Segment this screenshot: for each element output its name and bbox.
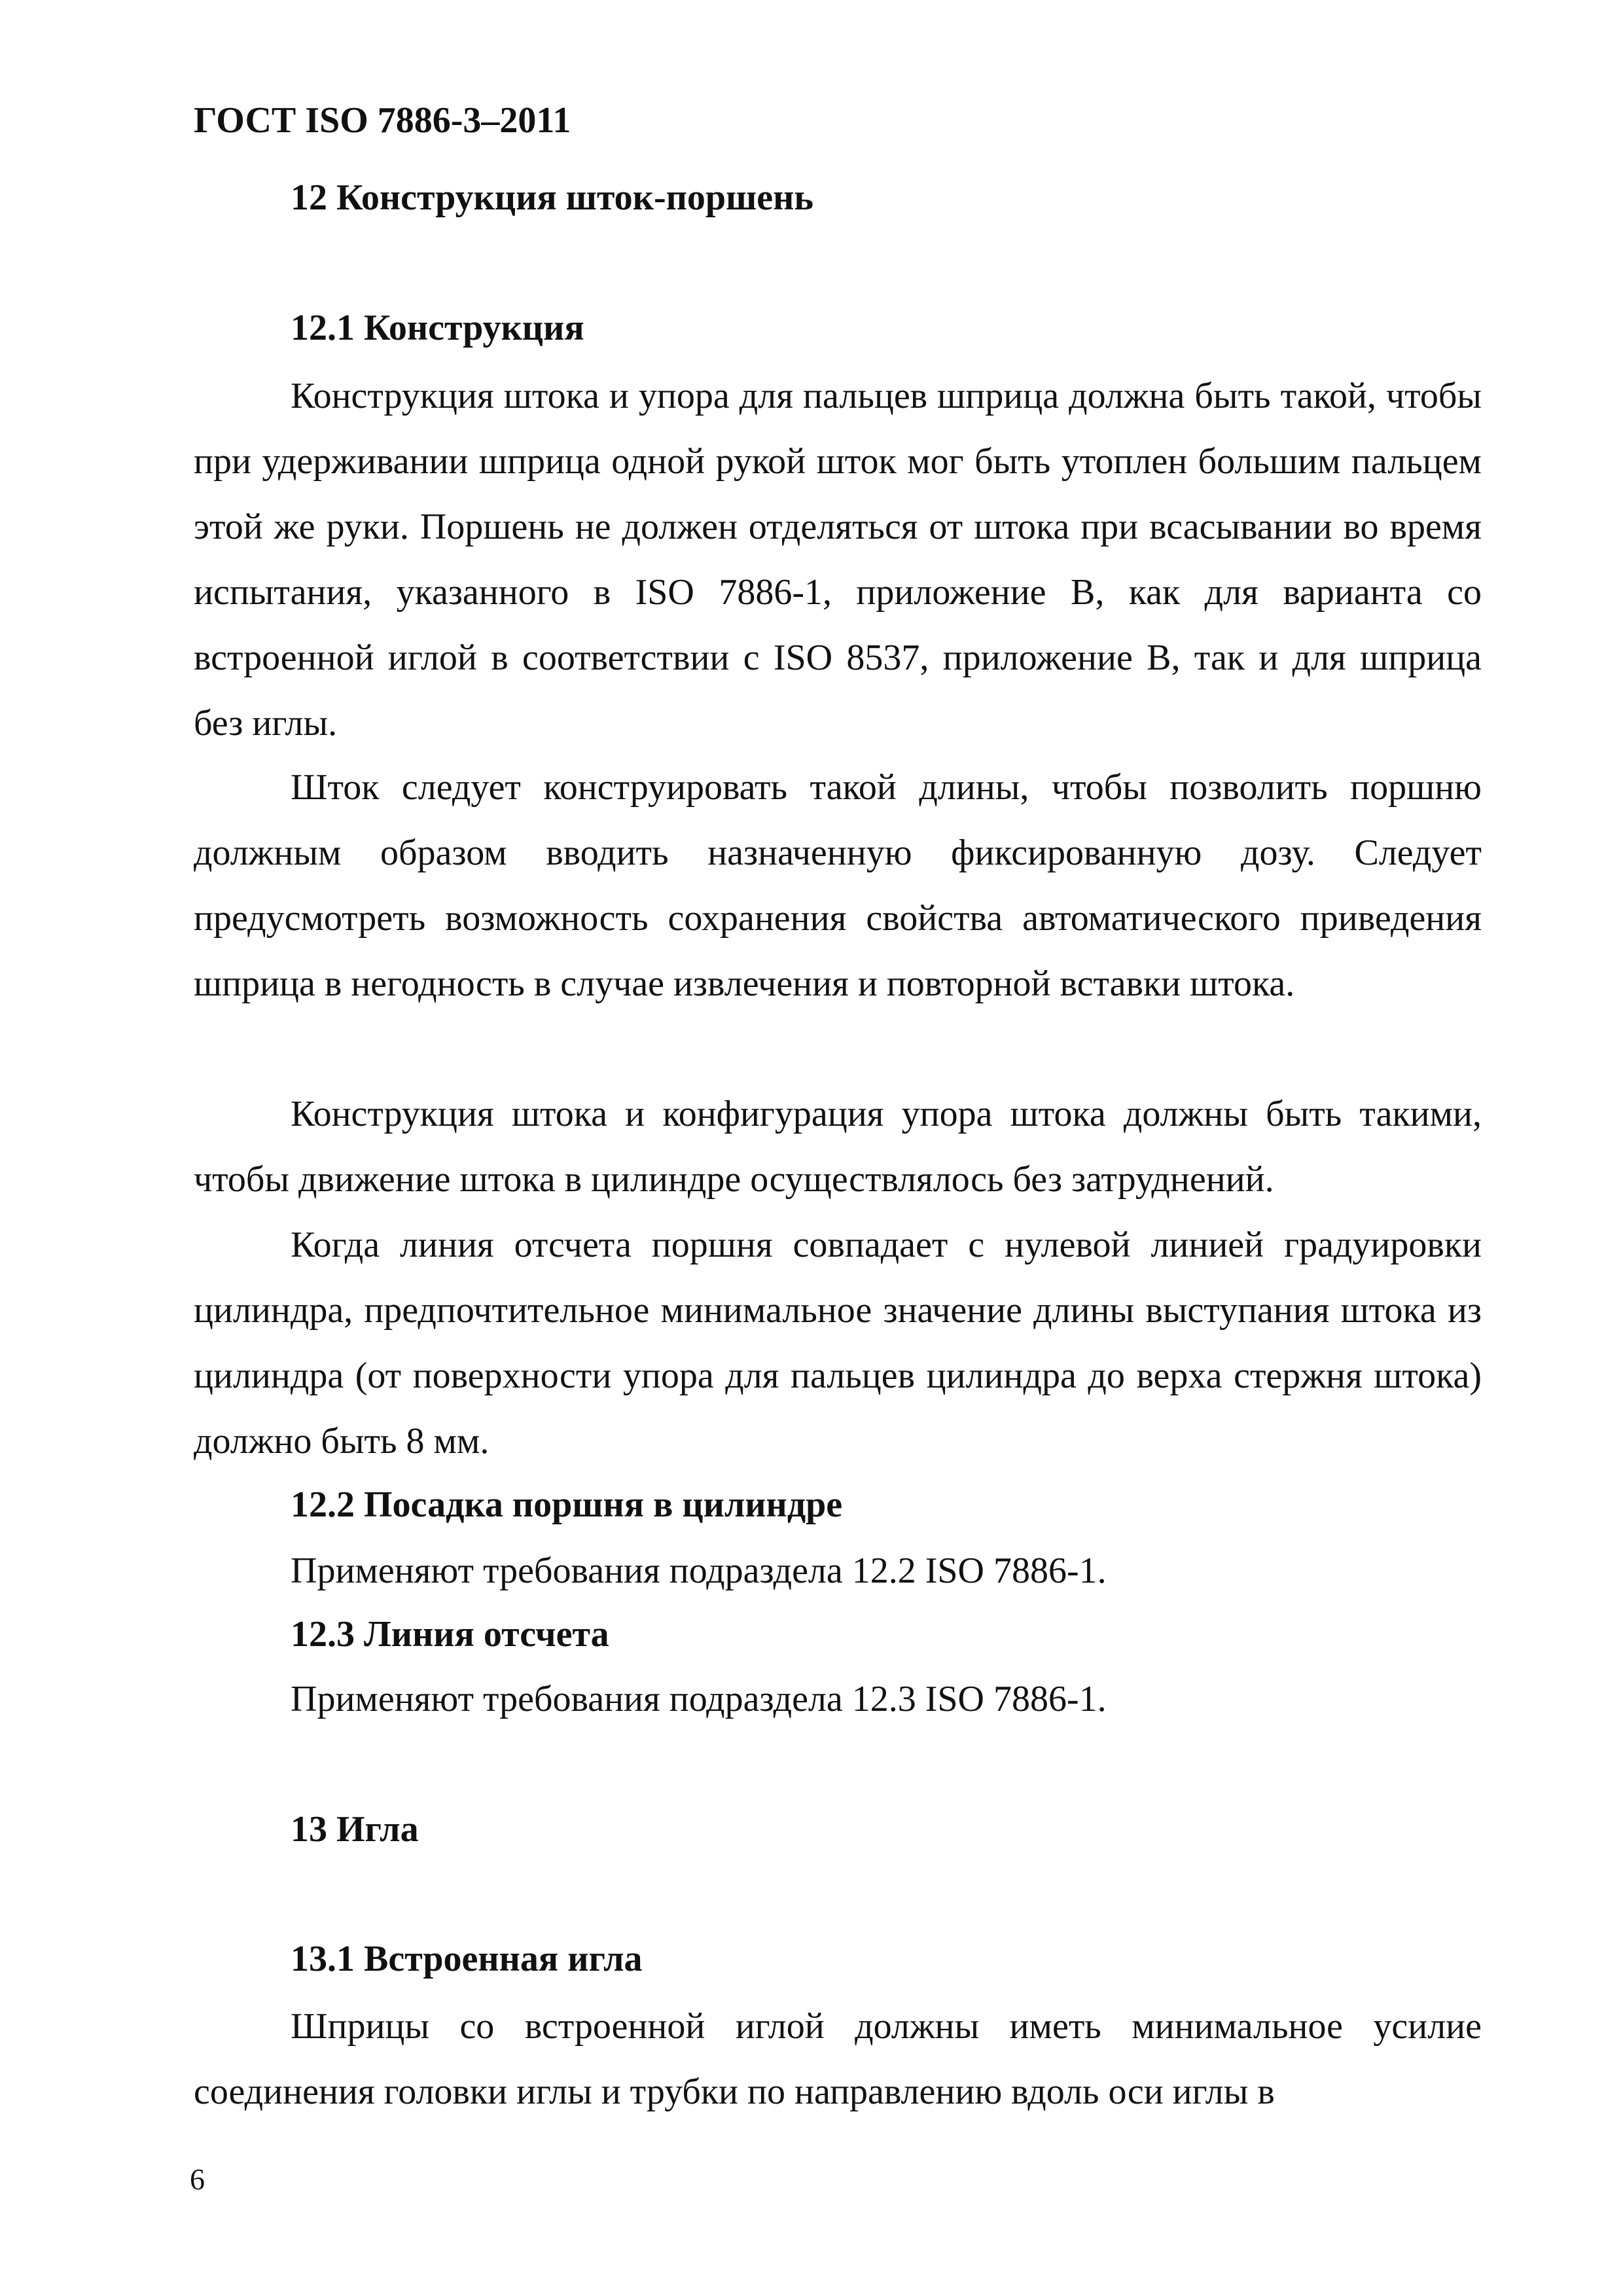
document-header: ГОСТ ISO 7886-3–2011 [194,100,571,141]
section-12-3-heading: 12.3 Линия отсчета [291,1614,609,1655]
section-12-3-text: Применяют требования подраздела 12.3 ISO 7886-1. [291,1679,1107,1719]
section-12-1-paragraph-2: Шток следует конструировать такой длины, чтобы позволить поршню должным образом вводить назначенную фиксированную дозу. Следует предусмотреть возможность сохранения свойства автоматического приведения шприца в негодность в случае извлечения и повторной вставки штока. [194,767,1482,1004]
page-number: 6 [190,2162,205,2196]
section-12-heading: 12 Конструкция шток-поршень [291,177,814,218]
section-12-2-heading: 12.2 Посадка поршня в цилиндре [291,1484,843,1525]
section-12-1-paragraph-1: Конструкция штока и упора для пальцев шприца должна быть такой, чтобы при удерживании шприца одной рукой шток мог быть утоплен большим пальцем этой же руки. Поршень не должен отделяться от штока при всасывании во время испытания, указанного в ISO 7886-1, приложение В, как для варианта со встроенной иглой в соответствии с ISO 8537, приложение В, так и для шприца без иглы. [194,376,1482,744]
section-13-1-heading: 13.1 Встроенная игла [291,1939,643,1979]
section-12-2-text: Применяют требования подраздела 12.2 ISO 7886-1. [291,1551,1107,1591]
section-12-1-heading: 12.1 Конструкция [291,308,584,348]
section-13-heading: 13 Игла [291,1809,419,1850]
section-12-1-paragraph-4: Когда линия отсчета поршня совпадает с нулевой линией градуировки цилиндра, предпочтительное минимальное значение длины выступания штока из цилиндра (от поверхности упора для пальцев цилиндра до верха стержня штока) должно быть 8 мм. [194,1225,1482,1462]
section-12-1-paragraph-3: Конструкция штока и конфигурация упора штока должны быть такими, чтобы движение штока в цилиндре осуществлялось без затруднений. [194,1094,1482,1200]
section-13-1-paragraph-1: Шприцы со встроенной иглой должны иметь минимальное усилие соединения головки иглы и трубки по направлению вдоль оси иглы в [194,2006,1482,2112]
